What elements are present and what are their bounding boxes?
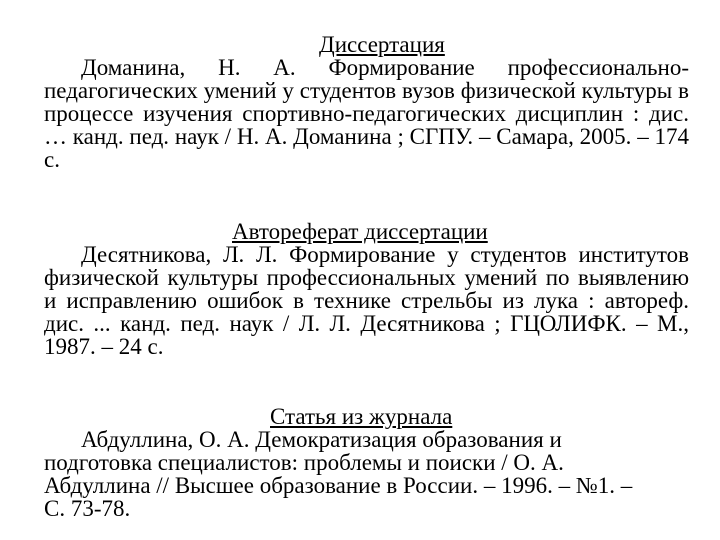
abstract-heading: Автореферат диссертации xyxy=(232,219,488,244)
dissertation-reference: Доманина, Н. А. Формирование профессионально-педагогических умений у студентов вузов физической культуры в процессе изучения спортивно-педагогических дисциплин : дис. … канд. пед. наук / Н. А. Доманина ; СГПУ. – Самара, 2005. – 174 с. xyxy=(44,55,689,172)
abstract-entry xyxy=(44,220,689,358)
journal-article-entry xyxy=(44,405,689,520)
dissertation-entry xyxy=(44,33,689,171)
dissertation-heading: Диссертация xyxy=(319,32,445,57)
journal-article-reference: Абдуллина, О. А. Демократизация образования и подготовка специалистов: проблемы и поиски / О. А. Абдуллина // Высшее образование в России. – 1996. – №1. – С. 73-78. xyxy=(44,427,633,521)
abstract-reference: Десятникова, Л. Л. Формирование у студентов институтов физической культуры профессиональных умений по выявлению и исправлению ошибок в технике стрельбы из лука : автореф. дис. ... канд. пед. наук / Л. Л. Десятникова ; ГЦОЛИФК. – М., 1987. – 24 с. xyxy=(44,242,689,359)
journal-article-heading: Статья из журнала xyxy=(270,404,453,429)
